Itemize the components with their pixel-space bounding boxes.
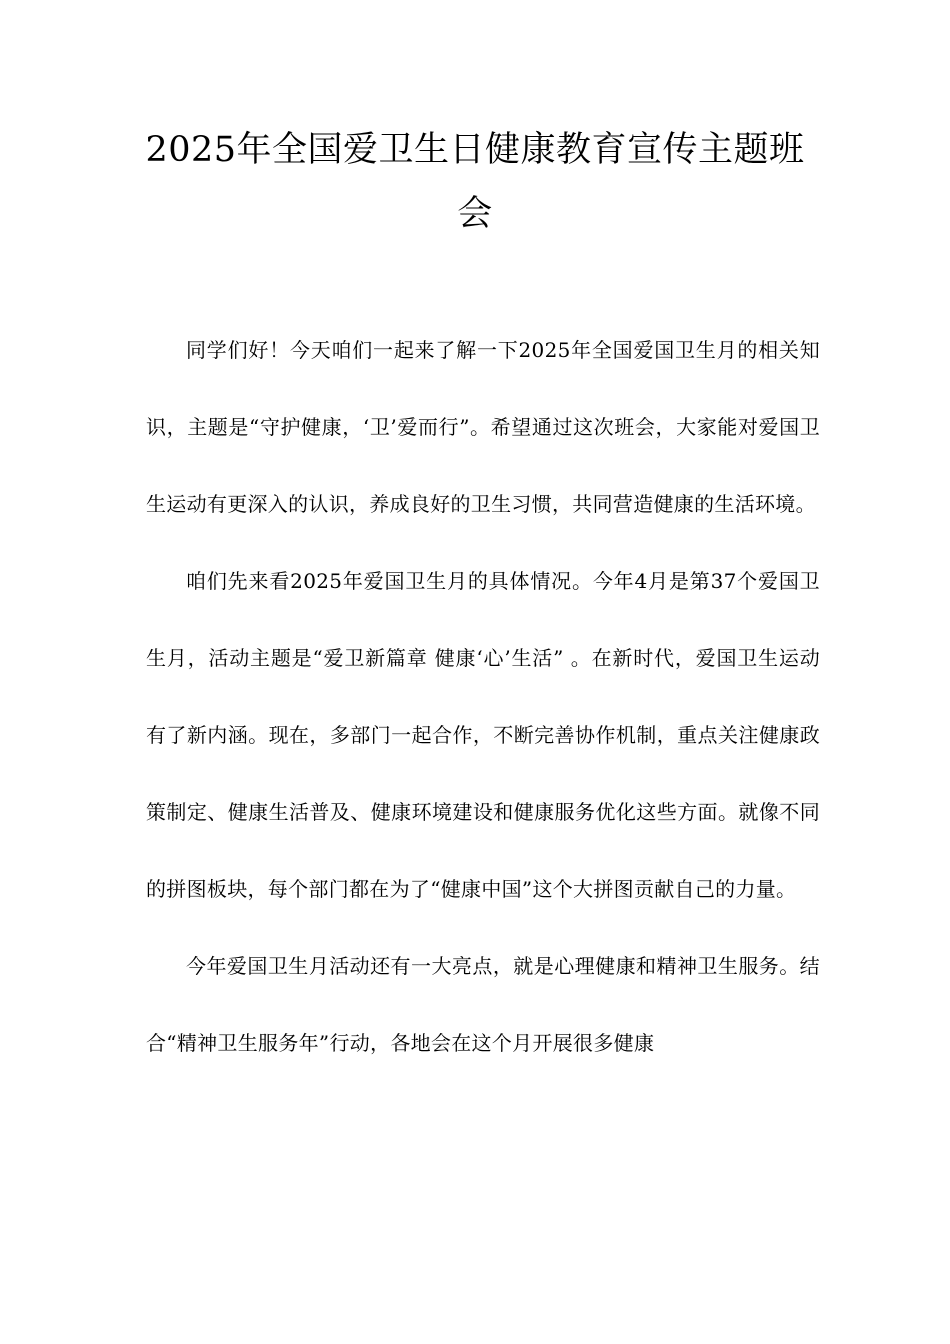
paragraph-intro: 同学们好！今天咱们一起来了解一下2025年全国爱国卫生月的相关知识，主题是“守护健康，‘卫’爱而行”。希望通过这次班会，大家能对爱国卫生运动有更深入的认识，养成良好的卫生习惯，共同营造健康的生活环境。 [146,338,820,516]
document-title: 2025年全国爱卫生日健康教育宣传主题班会 [145,130,805,234]
document-body [146,312,820,1082]
paragraph-mental-health: 今年爱国卫生月活动还有一大亮点，就是心理健康和精神卫生服务。结合“精神卫生服务年”行动，各地会在这个月开展很多健康 [146,954,820,1055]
paragraph-month-overview: 咱们先来看2025年爱国卫生月的具体情况。今年4月是第37个爱国卫生月，活动主题是“爱卫新篇章 健康‘心’生活” 。在新时代，爱国卫生运动有了新内涵。现在，多部门一起合作，不断完善协作机制，重点关注健康政策制定、健康生活普及、健康环境建设和健康服务优化这些方面。就像不同的拼图板块，每个部门都在为了“健康中国”这个大拼图贡献自己的力量。 [146,569,820,901]
